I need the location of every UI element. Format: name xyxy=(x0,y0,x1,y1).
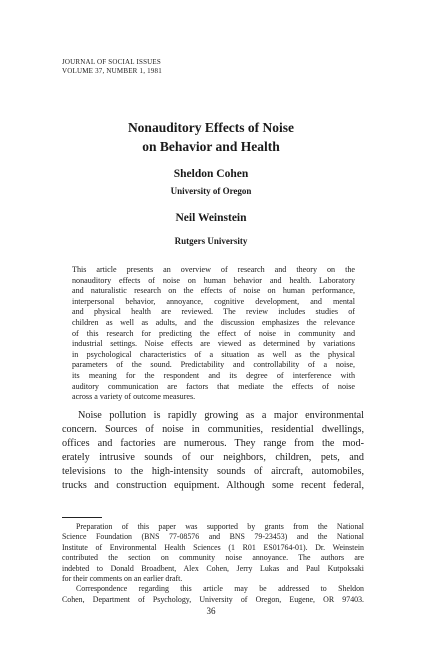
author-name: Neil Weinstein xyxy=(175,212,247,224)
page-number: 36 xyxy=(206,606,216,616)
footnote-line: Cohen, Department of Psychology, University of Oregon, Eugene, OR 97403. xyxy=(62,594,364,604)
footnote-line: for their comments on an earlier draft. xyxy=(62,574,183,584)
footnote-line: Science Foundation (BNS 77-08576 and BNS 79-23453) and the National xyxy=(62,532,364,542)
abstract-line: and physical health are reviewed. The review includes studies of xyxy=(72,307,355,317)
article-title xyxy=(0,118,422,156)
author-name: Sheldon Cohen xyxy=(173,168,249,180)
footnote-line: Preparation of this paper was supported by grants from the National xyxy=(76,522,364,531)
abstract-line: and naturalistic research on the effects of noise on human performance, xyxy=(72,286,355,296)
abstract-line: nonauditory effects of noise on human behavior and health. Laboratory xyxy=(72,275,355,285)
footnote-line: Institute of Environmental Health Sciences (1 R01 ES01764-01). Dr. Weinstein xyxy=(62,542,364,552)
article-title-line-1: Nonauditory Effects of Noise xyxy=(127,120,295,135)
body-line: televisions to the high-intensity sounds of aircraft, automobiles, xyxy=(62,466,364,477)
footnote-rule xyxy=(62,517,102,518)
abstract-line: its meaning for the respondent and its degree of interference with xyxy=(72,370,355,380)
footnote-line: contributed the section on community noise annoyance. The authors are xyxy=(62,553,364,563)
journal-volume: VOLUME 37, NUMBER 1, 1981 xyxy=(62,67,162,75)
author-affiliation: University of Oregon xyxy=(170,186,252,196)
footnotes xyxy=(62,522,364,605)
abstract-line: This article presents an overview of research and theory on the xyxy=(72,265,355,274)
abstract-line: auditory communication are factors that mediate the effects of noise xyxy=(72,381,355,391)
abstract-line: of this research for predicting the effect of noise in community and xyxy=(72,328,355,338)
author-affiliation: Rutgers University xyxy=(174,236,248,246)
footnote-line: Correspondence regarding this article may be addressed to Sheldon xyxy=(76,584,364,594)
body-line: erately intrusive sounds of our neighbors, children, pets, and xyxy=(62,452,364,463)
body-paragraph xyxy=(62,409,364,493)
body-line: concern. Sources of noise in communities, residential dwellings, xyxy=(62,424,364,435)
abstract-line: interpersonal behavior, annoyance, cognitive development, and mental xyxy=(72,296,355,306)
abstract-line: children as well as adults, and the discussion emphasizes the relevance xyxy=(72,317,355,327)
abstract-line: industrial settings. Noise effects are viewed as determined by variations xyxy=(72,339,355,349)
body-line: trucks and construction equipment. Although some recent federal, xyxy=(62,480,364,491)
abstract xyxy=(72,265,355,403)
abstract-line: in psychological characteristics of a situation as well as the physical xyxy=(72,349,355,359)
abstract-line: across a variety of outcome measures. xyxy=(72,392,196,402)
abstract-line: parameters of the sound. Predictability and controllability of a noise, xyxy=(72,360,355,370)
body-line: offices and factories are numerous. They range from the mod- xyxy=(62,438,364,449)
journal-header xyxy=(62,58,162,76)
journal-name: JOURNAL OF SOCIAL ISSUES xyxy=(62,58,161,66)
article-title-line-2: on Behavior and Health xyxy=(142,139,280,154)
footnote-line: indebted to Donald Broadbent, Alex Cohen, Jerry Lukas and Paul Kutpoksaki xyxy=(62,563,364,573)
body-line: Noise pollution is rapidly growing as a major environmental xyxy=(78,410,364,421)
